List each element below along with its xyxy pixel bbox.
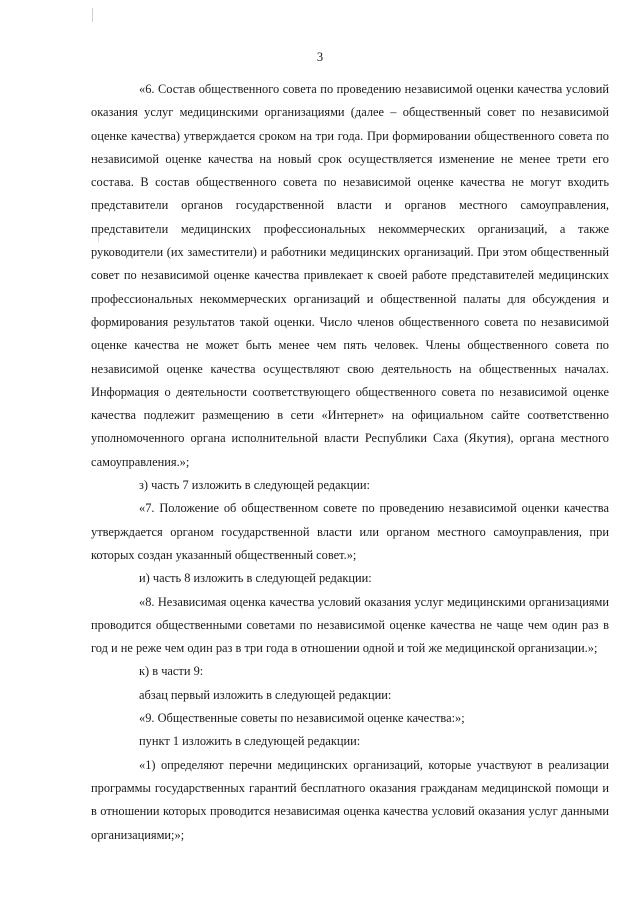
paragraph-part-6: «6. Состав общественного совета по проведению независимой оценки качества условий оказания услуг медицинскими организациями (далее – общественный совет по независимой оценке качества) утверждается сроком на три года. При формировании общественного совета по независимой оценке качества на новый срок осуществляется изменение не менее трети его состава. В состав общественного совета по независимой оценке качества не могут входить представители органов государственной власти и органов местного самоуправления, представители медицинских профессиональных некоммерческих организаций, а также руководители (их заместители) и работники медицинских организаций. При этом общественный совет по независимой оценке качества привлекает к своей работе представителей медицинских профессиональных некоммерческих организаций и общественной палаты для обсуждения и формирования результатов такой оценки. Число членов общественного совета по независимой оценке качества не может быть менее чем пять человек. Члены общественного совета по независимой оценке качества осуществляют свою деятельность на общественных началах. Информация о деятельности соответствующего общественного совета по независимой оценке качества подлежит размещению в сети «Интернет» на официальном сайте соответственно уполномоченного органа исполнительной власти Республики Саха (Якутия), органа местного самоуправления.»; bbox=[91, 82, 609, 469]
paragraph-part-9: «9. Общественные советы по независимой оценке качества:»; bbox=[139, 711, 465, 726]
paragraph-point-1-intro: пункт 1 изложить в следующей редакции: bbox=[139, 734, 361, 749]
paragraph-part-7: «7. Положение об общественном совете по проведению независимой оценки качества утверждается органом государственной власти или органом местного самоуправления, при которых создан указанный общественный совет.»; bbox=[91, 501, 609, 562]
paragraph-part-8: «8. Независимая оценка качества условий оказания услуг медицинскими организациями проводится общественными советами по независимой оценке качества не чаще чем один раз в год и не реже чем один раз в три года в отношении одной и той же медицинской организации.»; bbox=[91, 594, 609, 656]
paragraph-point-1: «1) определяют перечни медицинских организаций, которые участвуют в реализации программы государственных гарантий бесплатного оказания гражданам медицинской помощи и в отношении которых проводится независимая оценка качества условий оказания услуг данными организациями;»; bbox=[91, 757, 609, 842]
page-number: 3 bbox=[316, 50, 324, 64]
paragraph-item-z: з) часть 7 изложить в следующей редакции: bbox=[139, 478, 370, 493]
paragraph-first-abzats: абзац первый изложить в следующей редакции: bbox=[139, 687, 392, 702]
document-body bbox=[91, 78, 609, 847]
scan-margin-mark bbox=[92, 8, 93, 22]
paragraph-item-k: к) в части 9: bbox=[139, 664, 204, 679]
paragraph-item-i: и) часть 8 изложить в следующей редакции: bbox=[139, 571, 372, 586]
